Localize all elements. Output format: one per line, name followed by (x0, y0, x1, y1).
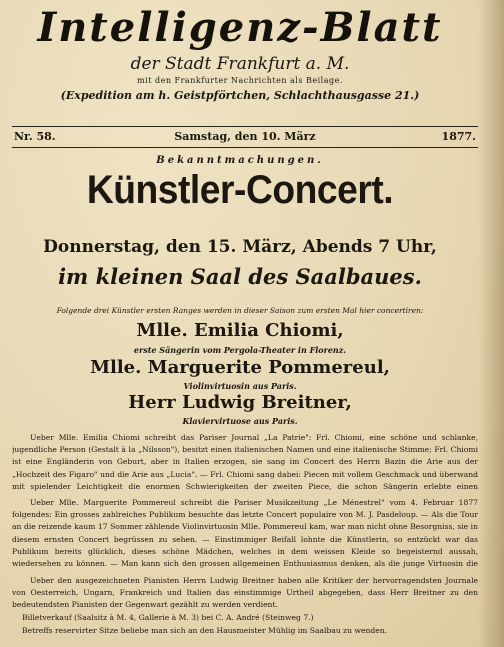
review-chiomi: Ueber Mlle. Emilia Chiomi schreibt das Pariser Journal „La Patrie": Frl. Chiomi, eine schöne und schlanke, jugendliche Person (Gestalt à la „Nilsson"), besitzt einen italienischen Namen und eine italienische Stimme; Frl. Chiomi ist eine Engländerin von Geburt, aber in Italien erzogen, sie sang im Concert des Herrn Bazin die Arie aus der „Hochzeit des Figaro" und die Arie aus „Lucia". — Frl. Chiomi sang dabei: Piecen mit vollem Geschmack und überwand mit spielender Leichtigkeit die enormen Schwierigkeiten der zweiten Piece, die schon Sängerin erlebte einen (12, 433, 478, 491)
concert-date: Donnerstag, den 15. März, Abends 7 Uhr, (43, 237, 437, 257)
artist-description: Klaviervirtuose aus Paris. (182, 416, 298, 426)
masthead-expedition: (Expedition am h. Geistpförtchen, Schlachthausgasse 21.) (60, 89, 420, 102)
artist-description: Violinvirtuosin aus Paris. (183, 381, 297, 391)
masthead-supplement: mit den Frankfurter Nachrichten als Beilage. (137, 76, 343, 85)
artist-name: Mlle. Emilia Chiomi, (136, 320, 344, 341)
reservation-info: Betreffs reservirter Sitze beliebe man sich an den Hausmeister Mühlig im Saalbau zu wenden. (22, 626, 388, 635)
header-rule-bottom (12, 147, 478, 148)
review-pommereul: Ueber Mlle. Marguerite Pommereul schreibt die Pariser Musikzeitung „Le Ménestrel" vom 4. Februar 1877 folgendes: Ein grosses zahlreiches Publikum besuchte das letzte Concert populaire von M. J. Pasdeloup. — Als die Tour an die reizende kaum 17 Sommer zählende Violinvirtuosin Mlle. Pommereul kam, war man nicht ohne Besorgniss, sie in diesem ernsten Concert begrüssen zu sehen. — Einstimmiger Beifall lohnte die Künstlerin, so entzückt war das Publikum bereits glücklich, dieses schöne Mädchen, welches in dem weissen Kleide so begeisternd aussah, wiedersehen zu können. — Man kann sich den grossen allgemeinen Enthusiasmus denken, als die junge Virtuosin die (12, 498, 478, 569)
masthead-subtitle: der Stadt Frankfurt a. M. (130, 54, 350, 74)
concert-intro: Folgende drei Künstler ersten Ranges werden in dieser Saison zum ersten Mal hier concertiren: (56, 306, 424, 315)
artist-name: Mlle. Marguerite Pommereul, (90, 357, 390, 378)
artist-name: Herr Ludwig Breitner, (128, 392, 352, 413)
page-edge-shadow (478, 0, 504, 647)
artist-description: erste Sängerin vom Pergola-Theater in Florenz. (133, 345, 347, 355)
ticket-info: Billetverkauf (Saalsitz à M. 4, Gallerie à M. 3) bei C. A. André (Steinweg 7.) (22, 613, 314, 622)
section-heading: Bekanntmachungen. (156, 155, 324, 166)
issue-line (14, 130, 476, 146)
concert-title: Künstler-Concert. (86, 168, 394, 212)
issue-number: Nr. 58. (14, 130, 56, 143)
review-breitner: Ueber den ausgezeichneten Pianisten Herrn Ludwig Breitner haben alle Kritiker der hervorragendsten Journale von Oesterreich, Ungarn, Frankreich und Italien das einstimmige Urtheil abgegeben, dass Herr Breitner zu den bedeutendsten Pianisten der Gegenwart gezählt zu werden verdient. (12, 576, 478, 610)
header-rule-top (12, 126, 478, 127)
issue-year: 1877. (441, 130, 476, 143)
issue-date: Samstag, den 10. März (174, 130, 316, 143)
concert-venue: im kleinen Saal des Saalbaues. (58, 264, 422, 289)
masthead-title: Intelligenz-Blatt (37, 4, 443, 51)
